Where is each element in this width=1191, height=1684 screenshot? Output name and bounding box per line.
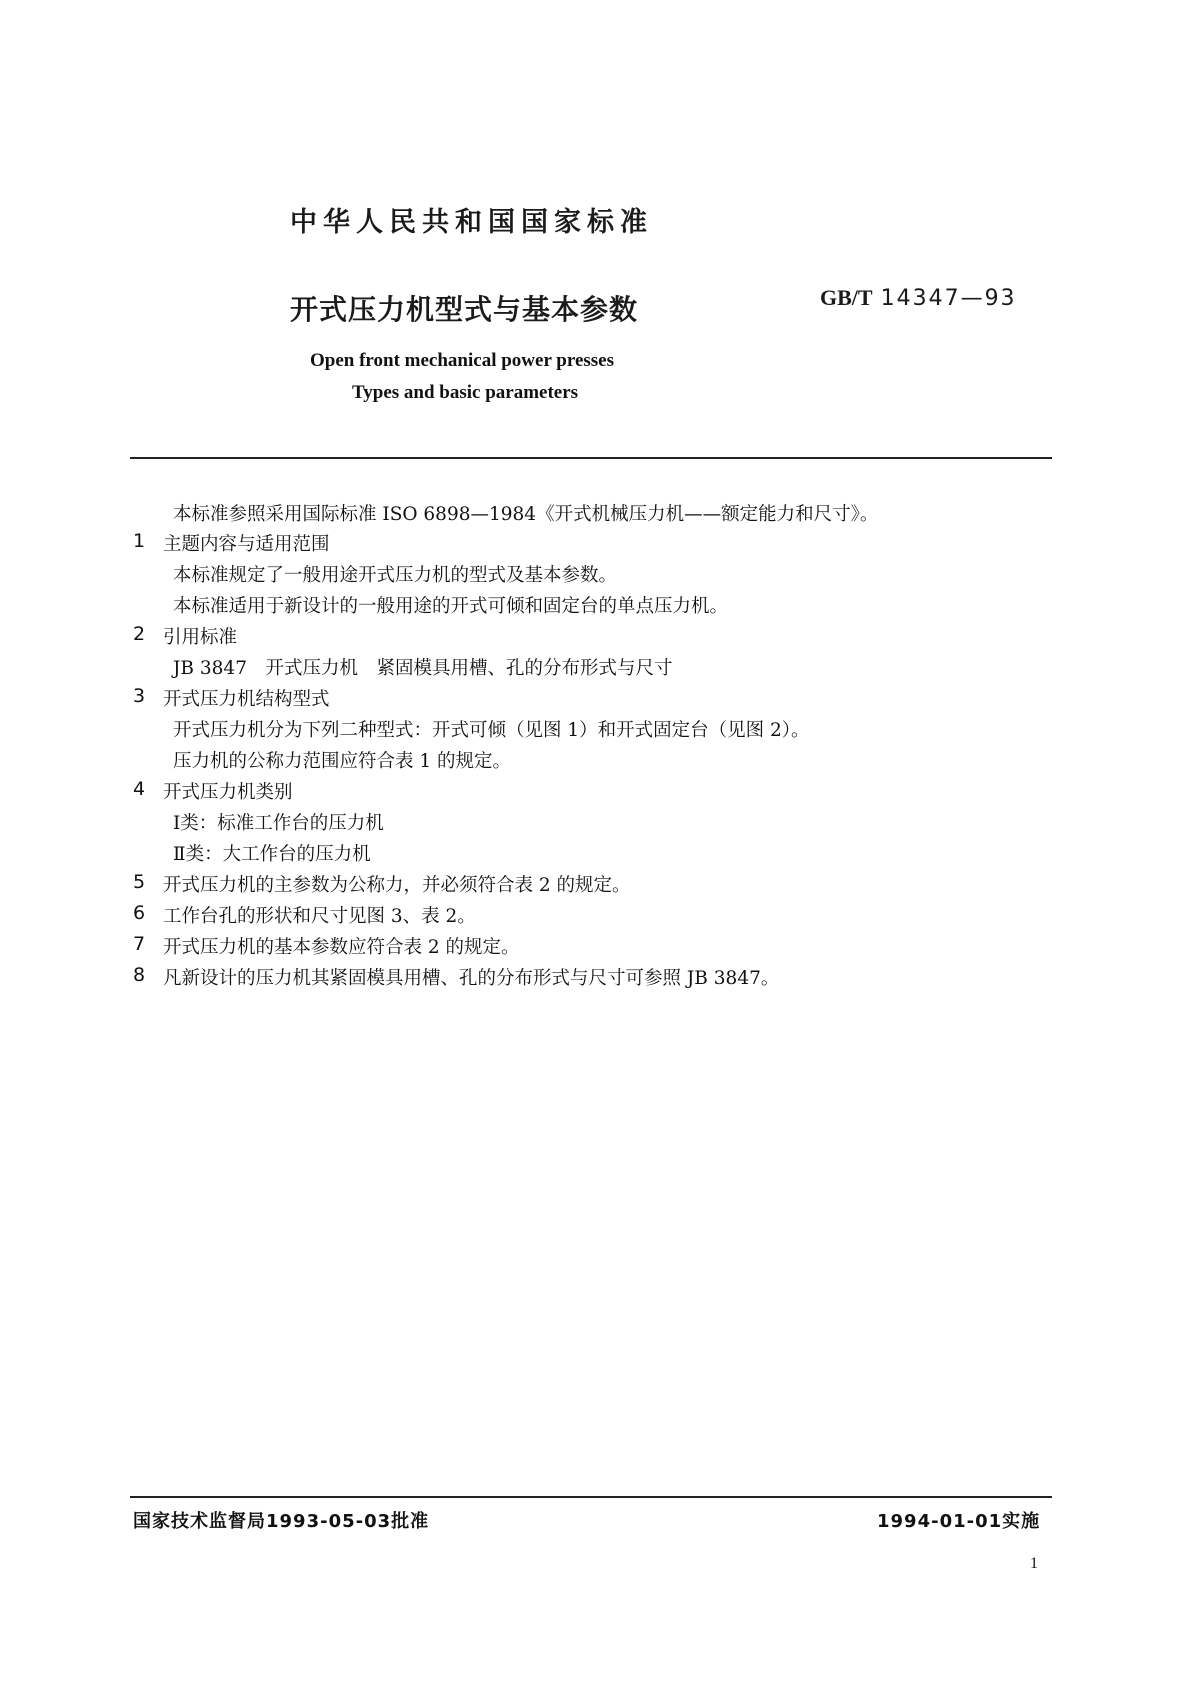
section-title: 开式压力机的主参数为公称力，并必须符合表 2 的规定。 [163,875,631,896]
approval-date: 国家技术监督局1993-05-03批准 [133,1511,430,1532]
section-number: 3 [133,685,146,707]
footer-divider [130,1496,1052,1498]
effective-date: 1994-01-01实施 [877,1511,1041,1532]
section-number: 7 [133,933,146,955]
intro-paragraph: 本标准参照采用国际标准 ISO 6898—1984《开式机械压力机——额定能力和尺寸》。 [173,504,879,525]
english-title-line-2: Types and basic parameters [352,382,579,403]
page-number: 1 [1030,1555,1038,1572]
section-line: JB 3847 开式压力机 紧固模具用槽、孔的分布形式与尺寸 [173,658,673,679]
standard-title: 开式压力机型式与基本参数 [290,293,639,326]
standard-code-prefix: GB/T [820,285,873,310]
header-divider [130,457,1052,459]
section-title: 工作台孔的形状和尺寸见图 3、表 2。 [163,906,476,927]
section-line: Ⅰ类：标准工作台的压力机 [173,813,384,834]
section-title: 引用标准 [163,627,238,648]
english-title-line-1: Open front mechanical power presses [310,350,614,371]
section-line: 本标准规定了一般用途开式压力机的型式及基本参数。 [173,565,618,586]
section-line: 本标准适用于新设计的一般用途的开式可倾和固定台的单点压力机。 [173,596,729,617]
standard-code [820,285,1017,311]
section-number: 5 [133,871,146,893]
section-title: 开式压力机类别 [163,782,293,803]
section-line: 压力机的公称力范围应符合表 1 的规定。 [173,751,512,772]
national-standard-title: 中华人民共和国国家标准 [290,207,653,238]
section-title: 开式压力机结构型式 [163,689,330,710]
section-line: Ⅱ类：大工作台的压力机 [173,844,371,865]
section-title: 凡新设计的压力机其紧固模具用槽、孔的分布形式与尺寸可参照 JB 3847。 [163,968,780,989]
section-number: 8 [133,964,146,986]
section-number: 4 [133,778,146,800]
section-number: 1 [133,530,146,552]
section-title: 主题内容与适用范围 [163,534,330,555]
standard-code-number: 14347—93 [880,286,1017,311]
section-number: 6 [133,902,146,924]
section-line: 开式压力机分为下列二种型式：开式可倾（见图 1）和开式固定台（见图 2）。 [173,720,810,741]
section-title: 开式压力机的基本参数应符合表 2 的规定。 [163,937,520,958]
section-number: 2 [133,623,146,645]
